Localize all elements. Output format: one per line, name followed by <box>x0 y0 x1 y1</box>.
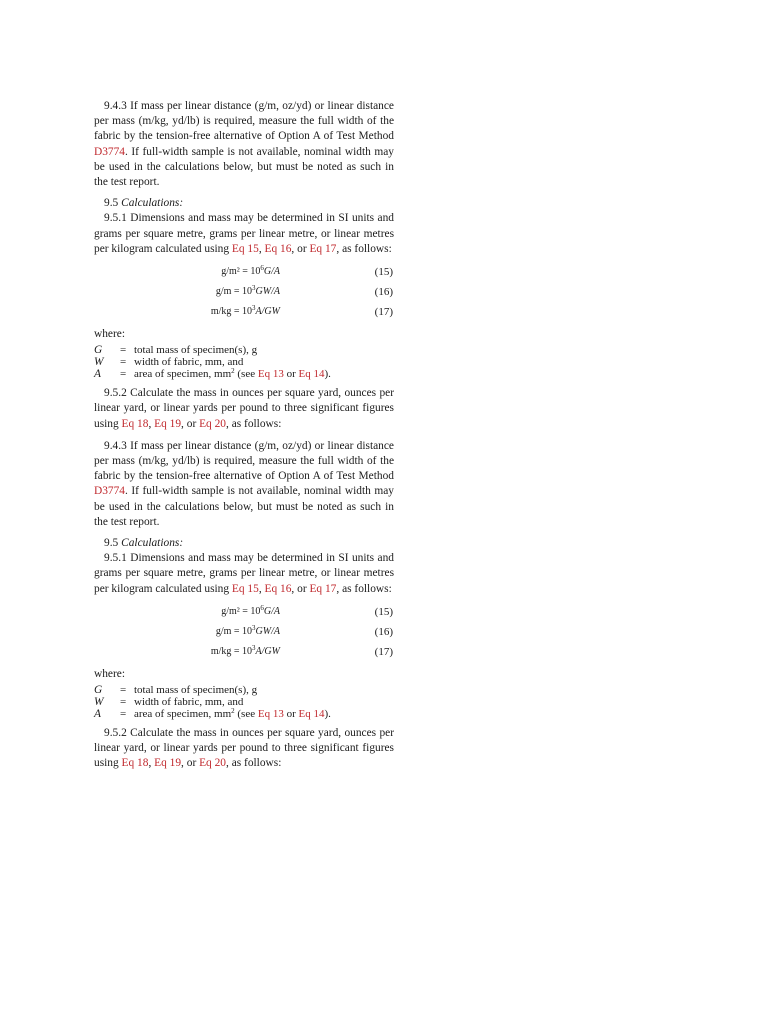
paragraph-text: , as follows: <box>336 242 392 255</box>
section-heading-9-5 <box>94 536 394 551</box>
ref-eq-19-link[interactable]: Eq 19 <box>154 757 182 770</box>
ref-eq-13-link[interactable]: Eq 13 <box>257 368 284 381</box>
definition-text: total mass of specimen(s), g <box>134 344 258 357</box>
ref-eq-15-link[interactable]: Eq 15 <box>231 242 259 255</box>
equation-lhs: m/kg = 10 <box>210 306 253 318</box>
definition-text <box>134 368 394 380</box>
section-title: Calculations: <box>121 537 184 550</box>
paragraph-text: 9.5.2 Calculate the mass in ounces per square yard, ounces per linear yard, or linear yards per pound to three significant figures using <box>94 727 394 770</box>
paragraph-text: 9.5.2 Calculate the mass in ounces per square yard, ounces per linear yard, or linear yards per pound to three significant figures using <box>94 387 394 430</box>
separator: , or <box>181 757 200 770</box>
definition-text-part: area of specimen, mm <box>134 708 232 721</box>
definition-a <box>94 708 394 720</box>
definition-text: width of fabric, mm, and <box>134 356 244 369</box>
definition-symbol: W <box>94 356 104 369</box>
ref-d3774-link[interactable]: D3774 <box>94 145 126 158</box>
separator: , or <box>291 582 310 595</box>
paragraph-text: , as follows: <box>226 417 282 430</box>
ref-eq-16-link[interactable]: Eq 16 <box>264 582 292 595</box>
definition-symbol: W <box>94 696 104 709</box>
definition-g <box>94 344 394 356</box>
paragraph-text: 9.5.1 Dimensions and mass may be determined in SI units and grams per square metre, grams per linear metre, or linear metres per kilogram calculated using <box>94 212 394 255</box>
equation-17 <box>94 302 394 322</box>
definition-symbol: A <box>94 708 101 721</box>
ref-eq-15-link[interactable]: Eq 15 <box>231 582 259 595</box>
separator: or <box>283 708 299 721</box>
definition-symbol: G <box>94 684 103 697</box>
paragraph-text: 9.4.3 If mass per linear distance (g/m, oz/yd) or linear distance per mass (m/kg, yd/lb) is required, measure the full width of the fabric by the tension-free alternative of Option A of Test Method <box>94 439 394 483</box>
paragraph-text: . If full-width sample is not available, nominal width may be used in the calculations below, but must be noted as such in the test report. <box>94 145 394 189</box>
paragraph-9-4-3 <box>94 439 394 530</box>
paragraph-9-5-1 <box>94 211 394 257</box>
definition-equals: = <box>120 344 127 357</box>
equation-formula <box>221 602 280 622</box>
definition-equals: = <box>120 708 127 721</box>
equation-exponent: 6 <box>260 264 264 273</box>
equation-exponent: 6 <box>260 603 264 612</box>
ref-eq-14-link[interactable]: Eq 14 <box>298 368 325 381</box>
definition-symbol: G <box>94 344 103 357</box>
equation-formula <box>221 262 280 282</box>
paragraph-text: 9.5.1 Dimensions and mass may be determined in SI units and grams per square metre, grams per linear metre, or linear metres per kilogram calculated using <box>94 552 394 595</box>
equation-17 <box>94 642 394 662</box>
equation-number: (16) <box>374 625 393 638</box>
where-label: where: <box>94 667 125 680</box>
separator: or <box>283 368 299 381</box>
equation-lhs: g/m² = 10 <box>221 605 261 617</box>
paragraph-9-5-1 <box>94 551 394 597</box>
equation-list <box>94 262 394 322</box>
equation-formula <box>216 622 280 642</box>
equation-formula <box>211 302 280 322</box>
definition-equals: = <box>120 696 127 709</box>
separator: , <box>148 417 155 430</box>
definition-w <box>94 696 394 708</box>
text-block-2 <box>94 439 394 772</box>
definition-w <box>94 356 394 368</box>
equation-number: (15) <box>374 266 393 279</box>
equation-formula <box>211 642 280 662</box>
definition-text: width of fabric, mm, and <box>134 696 244 709</box>
ref-eq-20-link[interactable]: Eq 20 <box>199 757 226 770</box>
equation-variables: GW/A <box>255 286 280 298</box>
separator: , or <box>181 417 200 430</box>
ref-eq-18-link[interactable]: Eq 18 <box>121 757 149 770</box>
equation-exponent: 3 <box>252 284 256 293</box>
equation-number: (17) <box>374 645 393 658</box>
ref-eq-16-link[interactable]: Eq 16 <box>264 242 292 255</box>
separator: , or <box>291 242 310 255</box>
paragraph-9-5-2 <box>94 726 394 772</box>
equation-16 <box>94 282 394 302</box>
definition-a <box>94 368 394 380</box>
equation-lhs: g/m = 10 <box>215 625 253 637</box>
equation-lhs: g/m = 10 <box>215 286 253 298</box>
equation-variables: A/GW <box>255 306 280 318</box>
section-number: 9.5 <box>104 537 119 550</box>
equation-lhs: g/m² = 10 <box>221 266 261 278</box>
variable-definitions <box>94 344 394 380</box>
equation-16 <box>94 622 394 642</box>
definition-equals: = <box>120 684 127 697</box>
variable-definitions <box>94 684 394 720</box>
paragraph-text: , as follows: <box>336 582 392 595</box>
separator: , <box>148 757 155 770</box>
section-heading-9-5 <box>94 196 394 211</box>
equation-formula <box>216 282 280 302</box>
definition-text-part: ). <box>324 708 331 721</box>
equation-variables: A/GW <box>255 645 280 657</box>
equation-exponent: 3 <box>252 643 256 652</box>
equation-list <box>94 602 394 662</box>
paragraph-9-5-2 <box>94 386 394 432</box>
equation-number: (16) <box>374 286 393 299</box>
equation-exponent: 3 <box>252 623 256 632</box>
document-page <box>94 99 394 772</box>
equation-exponent: 3 <box>252 304 256 313</box>
definition-text-part: ). <box>324 368 331 381</box>
equation-15 <box>94 602 394 622</box>
ref-d3774-link[interactable]: D3774 <box>94 485 126 498</box>
definition-text-part: area of specimen, mm <box>134 368 232 381</box>
equation-15 <box>94 262 394 282</box>
definition-text-part: (see <box>234 708 258 721</box>
equation-variables: G/A <box>263 266 280 278</box>
definition-equals: = <box>120 356 127 369</box>
section-number: 9.5 <box>104 197 119 210</box>
ref-eq-19-link[interactable]: Eq 19 <box>154 417 182 430</box>
paragraph-text: . If full-width sample is not available, nominal width may be used in the calculations below, but must be noted as such in the test report. <box>94 485 394 528</box>
ref-eq-17-link[interactable]: Eq 17 <box>309 242 337 255</box>
definition-equals: = <box>120 368 127 381</box>
unit-exponent: 2 <box>231 367 235 376</box>
ref-eq-13-link[interactable]: Eq 13 <box>257 708 284 721</box>
text-block-1 <box>94 99 394 432</box>
definition-symbol: A <box>94 368 101 381</box>
definition-g <box>94 684 394 696</box>
separator: , <box>258 242 265 255</box>
equation-lhs: m/kg = 10 <box>210 645 253 657</box>
definition-text-part: (see <box>234 368 258 381</box>
ref-eq-14-link[interactable]: Eq 14 <box>298 708 325 721</box>
definition-text: total mass of specimen(s), g <box>134 684 258 697</box>
unit-exponent: 2 <box>231 707 235 716</box>
paragraph-text: , as follows: <box>226 757 282 770</box>
section-title: Calculations: <box>121 197 184 210</box>
equation-number: (15) <box>374 605 393 618</box>
equation-number: (17) <box>374 306 393 319</box>
equation-variables: GW/A <box>255 625 280 637</box>
ref-eq-20-link[interactable]: Eq 20 <box>199 417 226 430</box>
paragraph-9-4-3 <box>94 99 394 190</box>
ref-eq-17-link[interactable]: Eq 17 <box>309 582 337 595</box>
definition-text <box>134 708 394 720</box>
ref-eq-18-link[interactable]: Eq 18 <box>121 417 149 430</box>
equation-variables: G/A <box>263 605 280 617</box>
paragraph-text: 9.4.3 If mass per linear distance (g/m, oz/yd) or linear distance per mass (m/kg, yd/lb) is required, measure the full width of the fabric by the tension-free alternative of Option A of Test Method <box>94 100 394 143</box>
separator: , <box>258 582 265 595</box>
where-label: where: <box>94 328 125 341</box>
